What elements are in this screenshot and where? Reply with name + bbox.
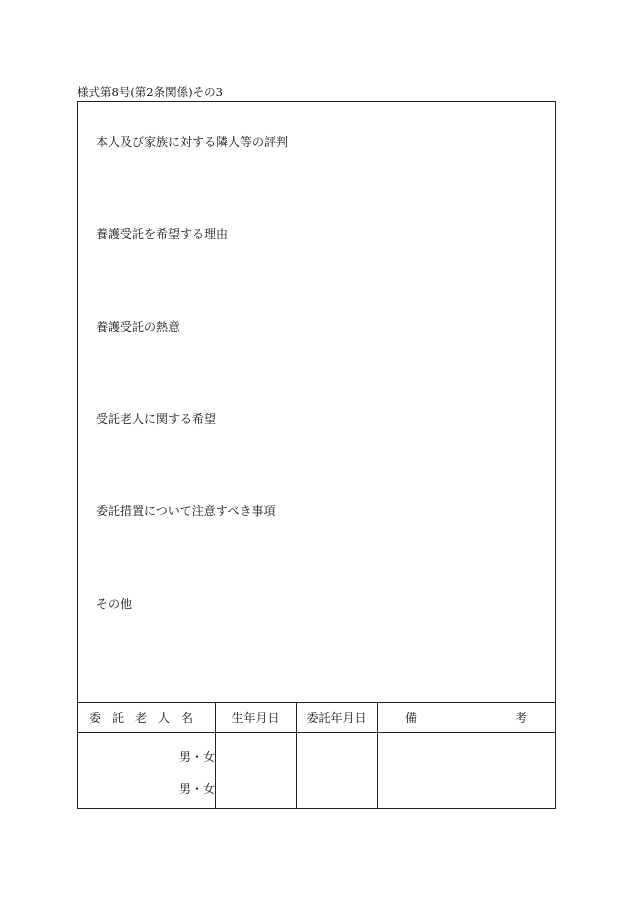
form-title: 様式第8号(第2条関係)その3 <box>77 85 223 99</box>
section-neighbor-reputation: 本人及び家族に対する隣人等の評判 <box>96 135 289 149</box>
section-reason-for-request: 養護受託を希望する理由 <box>96 227 229 241</box>
section-notes-on-consignment: 委託措置について注意すべき事項 <box>96 504 276 518</box>
header-consignment-date: 委託年月日 <box>306 711 367 725</box>
section-elderly-preference: 受託老人に関する希望 <box>96 412 217 426</box>
form-frame <box>77 101 556 809</box>
header-remarks-char-1: 備 <box>405 711 418 725</box>
section-other: その他 <box>96 597 133 611</box>
row-2-gender: 男・女 <box>179 782 216 796</box>
row-1-gender: 男・女 <box>179 750 216 764</box>
header-birth-date: 生年月日 <box>231 711 280 725</box>
header-elderly-name: 委託老人名 <box>88 711 204 725</box>
section-enthusiasm: 養護受託の熱意 <box>96 320 181 334</box>
header-remarks-char-2: 考 <box>514 711 527 725</box>
header-remarks <box>377 702 555 733</box>
